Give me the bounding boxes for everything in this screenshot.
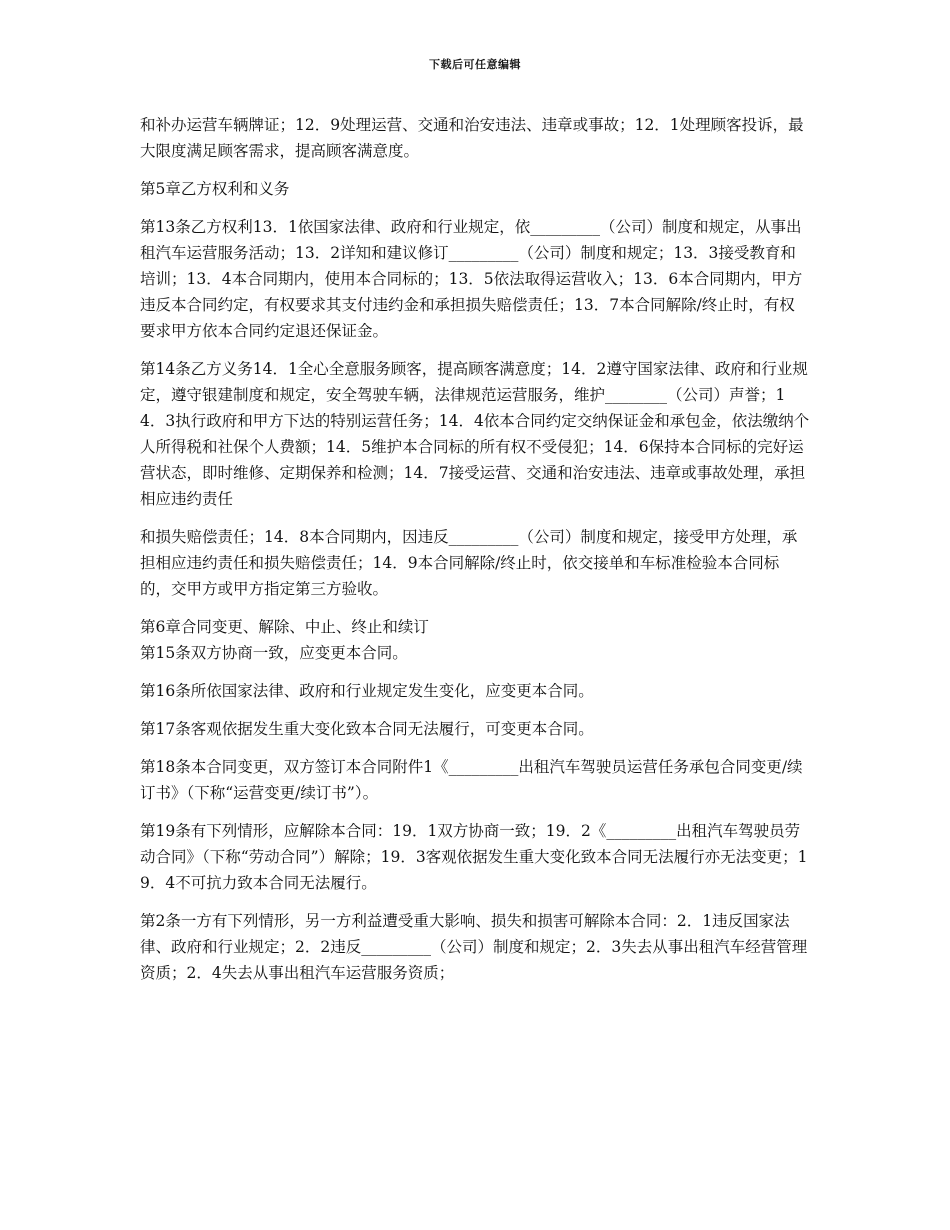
article-17-paragraph: 第17条客观依据发生重大变化致本合同无法履行，可变更本合同。: [140, 720, 594, 738]
paragraph-continuation-12: 和补办运营车辆牌证；12．9处理运营、交通和治安违法、违章或事故；12．1处理顾客投诉，最大限度满足顾客需求，提高顾客满意度。: [140, 116, 804, 160]
chapter-5-heading: 第5章乙方权利和义务: [140, 180, 290, 198]
article-2-paragraph: 第2条一方有下列情形，另一方利益遭受重大影响、损失和损害可解除本合同：2．1违反国家法律、政府和行业规定；2．2违反_________（公司）制度和规定；2．3失去从事出租汽车经营管理资质；2．4失去从事出租汽车运营服务资质；: [140, 912, 808, 982]
article-14-paragraph: 第14条乙方义务14．1全心全意服务顾客，提高顾客满意度；14．2遵守国家法律、政府和行业规定，遵守银建制度和规定，安全驾驶车辆，法律规范运营服务，维护________（公司）声誉；14．3执行政府和甲方下达的特别运营任务；14．4依本合同约定交纳保证金和承包金，依法缴纳个人所得税和社保个人费额；14．5维护本合同标的所有权不受侵犯；14．6保持本合同标的完好运营状态，即时维修、定期保养和检测；14．7接受运营、交通和治安违法、违章或事故处理，承担相应违约责任: [140, 360, 810, 508]
chapter-6-heading: 第6章合同变更、解除、中止、终止和续订: [140, 618, 429, 636]
article-15-paragraph: 第15条双方协商一致，应变更本合同。: [140, 644, 408, 662]
article-16-paragraph: 第16条所依国家法律、政府和行业规定发生变化，应变更本合同。: [140, 682, 594, 700]
article-19-paragraph: 第19条有下列情形，应解除本合同：19．1双方协商一致；19．2《_________出租汽车驾驶员劳动合同》（下称“劳动合同”）解除；19．3客观依据发生重大变化致本合同无法履行亦无法变更；19．4不可抗力致本合同无法履行。: [140, 822, 808, 892]
article-13-paragraph: 第13条乙方权利13．1依国家法律、政府和行业规定，依_________（公司）制度和规定，从事出租汽车运营服务活动；13．2详知和建议修订_________（公司）制度和规定；13．3接受教育和培训；13．4本合同期内，使用本合同标的；13．5依法取得运营收入；13．6本合同期内，甲方违反本合同约定，有权要求其支付违约金和承担损失赔偿责任；13．7本合同解除/终止时，有权要求甲方依本合同约定退还保证金。: [140, 218, 803, 340]
article-14-continuation: 和损失赔偿责任；14．8本合同期内，因违反_________（公司）制度和规定，接受甲方处理，承担相应违约责任和损失赔偿责任；14．9本合同解除/终止时，依交接单和车标准检验本合同标的，交甲方或甲方指定第三方验收。: [140, 528, 798, 598]
document-body: [140, 112, 810, 998]
article-18-paragraph: 第18条本合同变更，双方签订本合同附件1《_________出租汽车驾驶员运营任务承包合同变更/续订书》（下称“运营变更/续订书”）。: [140, 758, 803, 802]
page-header: 下载后可任意编辑: [429, 58, 521, 71]
